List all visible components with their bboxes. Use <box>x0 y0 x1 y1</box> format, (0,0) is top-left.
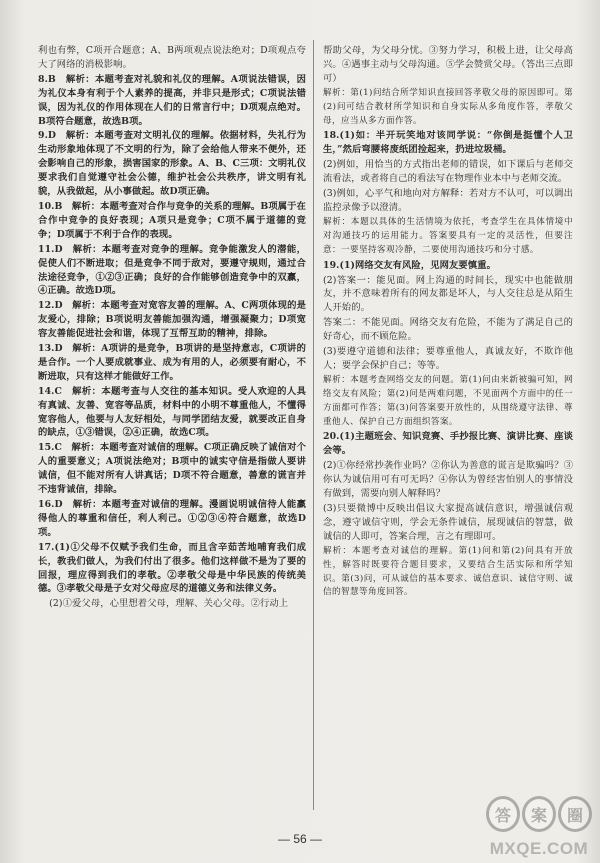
watermark-logo <box>486 791 592 837</box>
answer-paragraph: (3)例如，心平气和地向对方解释：若对方不认可，可以调出监控录像予以澄清。 <box>323 188 573 213</box>
answer-paragraph: 13.D 解析：A项讲的是竞争，B项讲的是坚持意志，C项讲的是合作。一个人要成就事业、成为有用的人，必须要有耐心，不断进取，只有这样才能做好工作。 <box>38 343 306 382</box>
answer-paragraph: 16.D 解析：本题考查对诚信的理解。漫画说明诚信待人能赢得他人的尊重和信任，利人利己。①②③④符合题意，故选D项。 <box>38 499 306 538</box>
answer-paragraph: 9.D 解析：本题考查对文明礼仪的理解。依据材料，失礼行为生动形象地体现了不文明的行为，除了会给他人带来不便外，还会影响自己的形象，损害国家的形象。A、B、C三项：文明礼仪要求我们自觉遵守社会公德，维护社会公共秩序，讲文明有礼貌，从我做起，从小事做起。故D项正确。 <box>38 130 306 198</box>
answer-paragraph: 解析：本题考查网络交友的问题。第(1)问由来新被骗可知，网络交友有风险；第(2)问是两难问题，不见面两个方面中的任一方面都可作答；第(3)问答案要开放性的，从围绕遵守法律、尊重他人、保护自己方面组织答案。 <box>323 374 573 427</box>
answer-paragraph: 解析：本题以具体的生活情境为依托，考查学生在具体情境中对沟通技巧的运用能力。答案要具有一定的灵活性，但要注意：一要坚持客观冷静，二要使用沟通技巧和分寸感。 <box>323 216 573 255</box>
watermark-url: MXQE.COM <box>489 839 589 858</box>
answer-paragraph: 17.(1)①父母不仅赋予我们生命，而且含辛茹苦地哺育我们成长，教我们做人，为我们付出了很多。他们这样做不是为了要的回报，理应得到我们的孝敬。②孝敬父母是中华民族的传统美德。③孝敬父母是子女对父母应尽的道德义务和法律义务。 <box>38 541 306 595</box>
answer-paragraph: 8.B 解析：本题考查对礼貌和礼仪的理解。A项说法错误，因为礼仪本身有利于个人素养的提高，并非只是形式；C项说法错误，因为礼仪的作用体现在人们的日常言行中；D项观点绝对。B项符合题意，故选B项。 <box>38 73 306 127</box>
answer-paragraph: 答案二：不能见面。网络交友有危险，不能为了满足自己的好奇心，而不顾危险。 <box>323 317 573 343</box>
answer-paragraph: 18.(1)如：半开玩笑地对该同学说：“你倒是挺懂个人卫生，”然后弯腰将废纸团捡起来，扔进垃圾桶。 <box>323 130 573 156</box>
left-column <box>38 44 306 612</box>
watermark-char: 圈 <box>558 796 592 832</box>
answer-paragraph: 解析：本题考查对诚信的理解。第(1)问和第(2)问具有开放性，解答时既要符合题目要求，又要结合生活实际和所学知识。第(3)问，可从诚信的基本要求、诚信意识、诚信守则、诚信的智慧等角度回答。 <box>323 545 573 598</box>
answer-paragraph: 10.B 解析：本题考查对合作与竞争的关系的理解。B项属于在合作中竞争的良好表现；A项只是竞争；C项不属于道德的竞争；D项属于不利于合作的表现。 <box>38 200 306 240</box>
right-column <box>323 44 573 601</box>
answer-paragraph: 20.(1)主题班会、知识竞赛、手抄报比赛、演讲比赛、座谈会等。 <box>323 431 573 457</box>
column-divider <box>313 40 314 810</box>
answer-paragraph: (2)答案一：能见面。网上沟通的时间长，现实中也能做朋友，并不意味着所有的网友都是坏人，与人交往总是从陌生人开始的。 <box>323 274 573 314</box>
answer-paragraph: (2)①爱父母，心里想着父母，理解、关心父母。②行动上 <box>49 598 289 610</box>
answer-paragraph: 15.C 解析：本题考查对诚信的理解。C项正确反映了诚信对个人的重要意义；A项说法绝对；B项中的诚实守信是指做人要讲诚信，但不能对所有人讲真话；D项不符合题意，善意的谎言并不违背诚信，排除。 <box>38 442 306 496</box>
answer-paragraph: 11.D 解析：本题考查对竞争的理解。竞争能激发人的潜能，促使人们不断进取；但是竞争不同于敌对，要遵守规则，通过合法途径竞争，①②③正确；良好的合作能够创造竞争中的双赢，④正确。故选D项。 <box>38 243 306 297</box>
watermark-char: 答 <box>486 796 520 832</box>
answer-paragraph: (3)只要微博中反映出倡议大家提高诚信意识，增强诚信观念，遵守诚信守则，学会无条件诚信，展现诚信的智慧，做诚信的人即可，答案合理，言之有理即可。 <box>323 503 573 542</box>
answer-paragraph: 解析：第(1)问结合所学知识直接回答孝敬父母的原因即可。第(2)问可结合教材所学知识和自身实际从多角度作答，孝敬父母，应当从多方面作答。 <box>323 87 573 126</box>
answer-paragraph: 14.C 解析：本题考查与人交往的基本知识。受人欢迎的人具有真诚、友善、宽容等品质，材料中的小明不尊重他人，不懂得宽容他人，他要与人友好相处，与同学团结友爱，就要改正自身的缺点，①③错误，②④正确，故选C项。 <box>38 385 306 439</box>
watermark <box>486 791 592 859</box>
answer-paragraph: (3)要遵守道德和法律；要尊重他人，真诚友好，不欺诈他人；要学会保护自己；等等。 <box>323 346 573 371</box>
answer-paragraph: 12.D 解析：本题考查对宽容友善的理解。A、C两项体现的是友爱心，排除；B项说明友善能加强沟通，增强凝聚力；D项宽容友善能促进社会和谐，体现了互帮互助的精神，排除。 <box>38 300 306 340</box>
page-number: — 56 — <box>277 832 322 846</box>
answer-paragraph: 帮助父母，为父母分忧。③努力学习，积极上进，让父母高兴。④遇事主动与父母沟通。⑤学会赞赏父母。（答出三点即可） <box>323 45 573 84</box>
answer-paragraph: 利也有弊，C项开合题意；A、B两项观点说法绝对；D项观点夸大了网络的消极影响。 <box>38 45 306 70</box>
answer-paragraph: (2)例如，用恰当的方式指出老师的错误，如下课后与老师交流看法，或者将自己的看法写在物理作业本中与老师交流。 <box>323 159 573 185</box>
answer-paragraph: (2)①你经常抄袭作业吗？②你认为善意的谎言是欺骗吗？③你认为诚信用可有可无吗？④你认为曾经害怕别人的事情没有做到，需要向别人解释吗？ <box>323 460 573 500</box>
watermark-char: 案 <box>522 796 556 832</box>
answer-paragraph: 19.(1)网络交友有风险，见网友要慎重。 <box>323 259 496 271</box>
